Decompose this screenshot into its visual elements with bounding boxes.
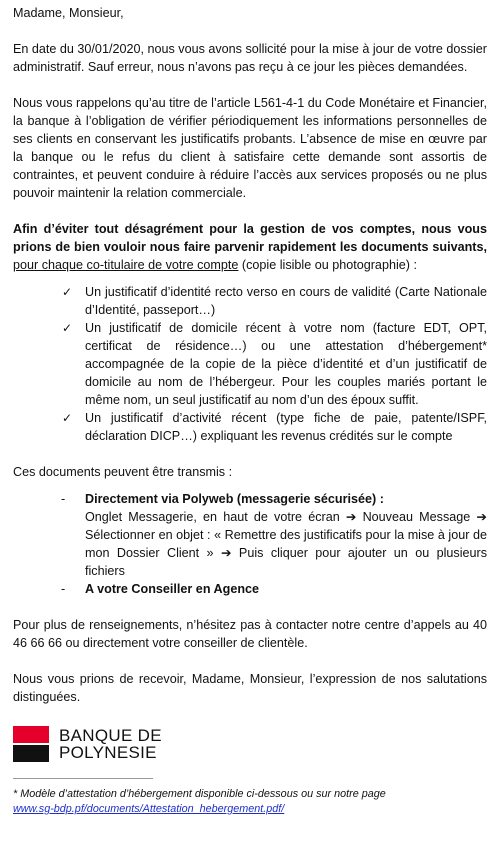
transmit-intro: Ces documents peuvent être transmis :	[13, 465, 233, 479]
list-item	[13, 409, 487, 445]
dash-bullet: -	[61, 492, 66, 506]
request-underlined-text: pour chaque co-titulaire de votre compte	[13, 258, 239, 272]
checkmark-icon: ✓	[61, 285, 73, 299]
attestation-link[interactable]: www.sg-bdp.pf/documents/Attestation_hebergement.pdf/	[13, 803, 285, 815]
bank-logo-mark-icon	[13, 726, 49, 762]
request-bold-text: Afin d’éviter tout désagrément pour la gestion de vos comptes, nous vous prions de bien vouloir nous faire parvenir rapidement les documents suivants,	[13, 222, 487, 254]
list-item	[13, 490, 487, 580]
list-item-text: Un justificatif d’activité récent (type fiche de paie, patente/ISPF, déclaration DICP…) expliquant les revenus crédités sur le compte	[85, 411, 487, 443]
checkmark-icon: ✓	[61, 411, 73, 425]
arrow-right-icon: ➔	[220, 545, 232, 560]
footnote-divider	[13, 778, 153, 779]
paragraph-contact: Pour plus de renseignements, n’hésitez pas à contacter notre centre d’appels au 40 46 66 66 ou directement votre conseiller de clientèle.	[13, 618, 487, 650]
request-tail-text: (copie lisible ou photographie) :	[238, 258, 417, 272]
list-item-text: Un justificatif d’identité recto verso en cours de validité (Carte Nationale d’Identité, passeport…)	[85, 285, 487, 317]
footnote-text: * Modèle d’attestation d’hébergement disponible ci-dessous ou sur notre page	[13, 788, 386, 800]
paragraph-request	[13, 220, 487, 274]
list-item	[13, 319, 487, 409]
dash-bullet: -	[61, 582, 66, 596]
closing-formula: Nous vous prions de recevoir, Madame, Monsieur, l’expression de nos salutations distinguées.	[13, 672, 487, 704]
paragraph-followup: En date du 30/01/2020, nous vous avons sollicité pour la mise à jour de votre dossier administratif. Sauf erreur, nous n’avons pas reçu à ce jour les pièces demandées.	[13, 42, 487, 74]
channel-polyweb-title: Directement via Polyweb (messagerie sécurisée) :	[85, 492, 384, 506]
checkmark-icon: ✓	[61, 321, 73, 335]
channel-polyweb-step: Nouveau Message	[356, 510, 477, 524]
channel-polyweb-step: Puis cliquer pour ajouter un ou plusieurs fichiers	[85, 546, 488, 578]
bank-logo-text	[59, 727, 162, 761]
footnote	[13, 787, 487, 817]
bank-logo	[13, 724, 487, 764]
transmit-channels-list	[13, 490, 487, 598]
salutation: Madame, Monsieur,	[13, 6, 124, 20]
list-item	[13, 580, 487, 598]
list-item	[13, 283, 487, 319]
arrow-right-icon: ➔	[476, 509, 487, 524]
channel-agency-title: A votre Conseiller en Agence	[85, 582, 260, 596]
documents-checklist	[13, 283, 487, 445]
bank-logo-line: POLYNESIE	[59, 743, 157, 762]
channel-polyweb-step: Onglet Messagerie, en haut de votre écran	[85, 510, 346, 524]
paragraph-legal-reminder: Nous vous rappelons qu’au titre de l’article L561-4-1 du Code Monétaire et Financier, la banque à l’obligation de vérifier périodiquement les informations personnelles de ses clients en conservant les justificatifs probants. L’absence de mise en œuvre par la banque ou le refus du client à satisfaire cette demande sont assortis de contraintes, et peuvent conduire à réduire l’accès aux services proposés ou ne plus pouvoir maintenir la relation commerciale.	[13, 96, 487, 200]
channel-polyweb-step: Sélectionner en objet : « Remettre des justificatifs pour la mise à jour de mon Dossier Client »	[85, 528, 487, 560]
list-item-text: Un justificatif de domicile récent à votre nom (facture EDT, OPT, certificat de résidence…) ou une attestation d’hébergement* accompagnée de la copie de la pièce d’identité et d’un justificatif de domicile au nom de l’hébergeur. Pour les couples mariés portant le même nom, un seul justificatif au nom d’un des époux suffit.	[85, 321, 487, 407]
bank-logo-line: BANQUE DE	[59, 726, 162, 745]
arrow-right-icon: ➔	[345, 509, 357, 524]
